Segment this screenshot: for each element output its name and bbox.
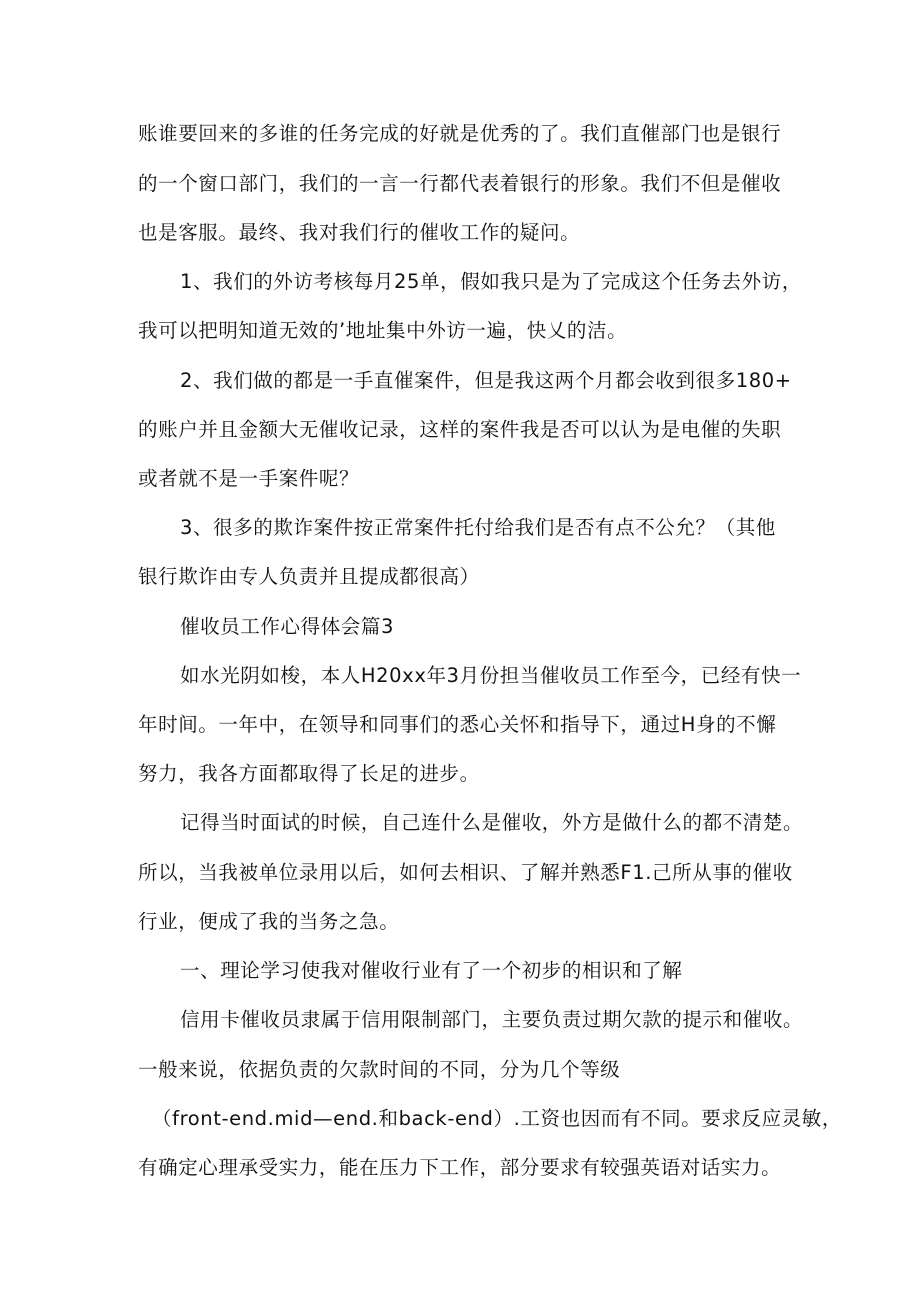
text-line: 我可以把明知道无效的’地址集中外访一遍，快乂的洁。 bbox=[138, 319, 628, 342]
paragraph-start: 信用卡催收员隶属于信用限制部门，主要负责过期欠款的提示和催收。 bbox=[180, 1008, 804, 1031]
text-line: 银行欺诈由专人负责并且提成都很高） bbox=[138, 565, 480, 588]
text-line: 的一个窗口部门，我们的一言一行都代表着银行的形象。我们不但是催收 bbox=[138, 172, 782, 195]
paragraph-start: 记得当时面试的时候，自己连什么是催收，外方是做什么的都不清楚。 bbox=[180, 811, 804, 834]
subheading: 一、理论学习使我对催收行业有了一个初步的相识和了解 bbox=[180, 959, 683, 982]
list-item-3: 3、很多的欺诈案件按正常案件托付给我们是否有点不公允？（其他 bbox=[180, 516, 776, 539]
section-title: 催收员工作心得体会篇3 bbox=[180, 615, 395, 638]
text-line: 努力，我各方面都取得了长足的进步。 bbox=[138, 762, 480, 785]
text-line: 账谁要回来的多谁的任务完成的好就是优秀的了。我们直催部门也是银行 bbox=[138, 122, 782, 145]
text-line: 一般来说，依据负责的欠款时间的不同，分为几个等级 bbox=[138, 1058, 621, 1081]
text-line: （front-end.mid—end.和back-end）.工资也因而有不同。要求反应灵敏， bbox=[152, 1107, 842, 1130]
list-item-2: 2、我们做的都是一手直催案件，但是我这两个月都会收到很多180+ bbox=[180, 369, 792, 392]
text-line: 有确定心理承受实力，能在压力下工作，部分要求有较强英语对话实力。 bbox=[138, 1156, 782, 1179]
text-line: 的账户并且金额大无催收记录，这样的案件我是否可以认为是电催的失职 bbox=[138, 418, 782, 441]
text-line: 行业，便成了我的当务之急。 bbox=[138, 910, 400, 933]
text-line: 也是客服。最终、我对我们行的催收工作的疑问。 bbox=[138, 221, 581, 244]
text-line: 所以，当我被单位录用以后，如何去相识、了解并熟悉F1.己所从事的催收 bbox=[138, 861, 793, 884]
text-line: 或者就不是一手案件呢？ bbox=[138, 467, 360, 490]
paragraph-start: 如水光阴如梭，本人H20xx年3月份担当催收员工作至今，已经有快一 bbox=[180, 664, 802, 687]
list-item-1: 1、我们的外访考核每月25单，假如我只是为了完成这个任务去外访， bbox=[180, 270, 802, 293]
text-line: 年时间。一年中，在领导和同事们的悉心关怀和指导下，通过H身的不懈 bbox=[138, 713, 777, 736]
